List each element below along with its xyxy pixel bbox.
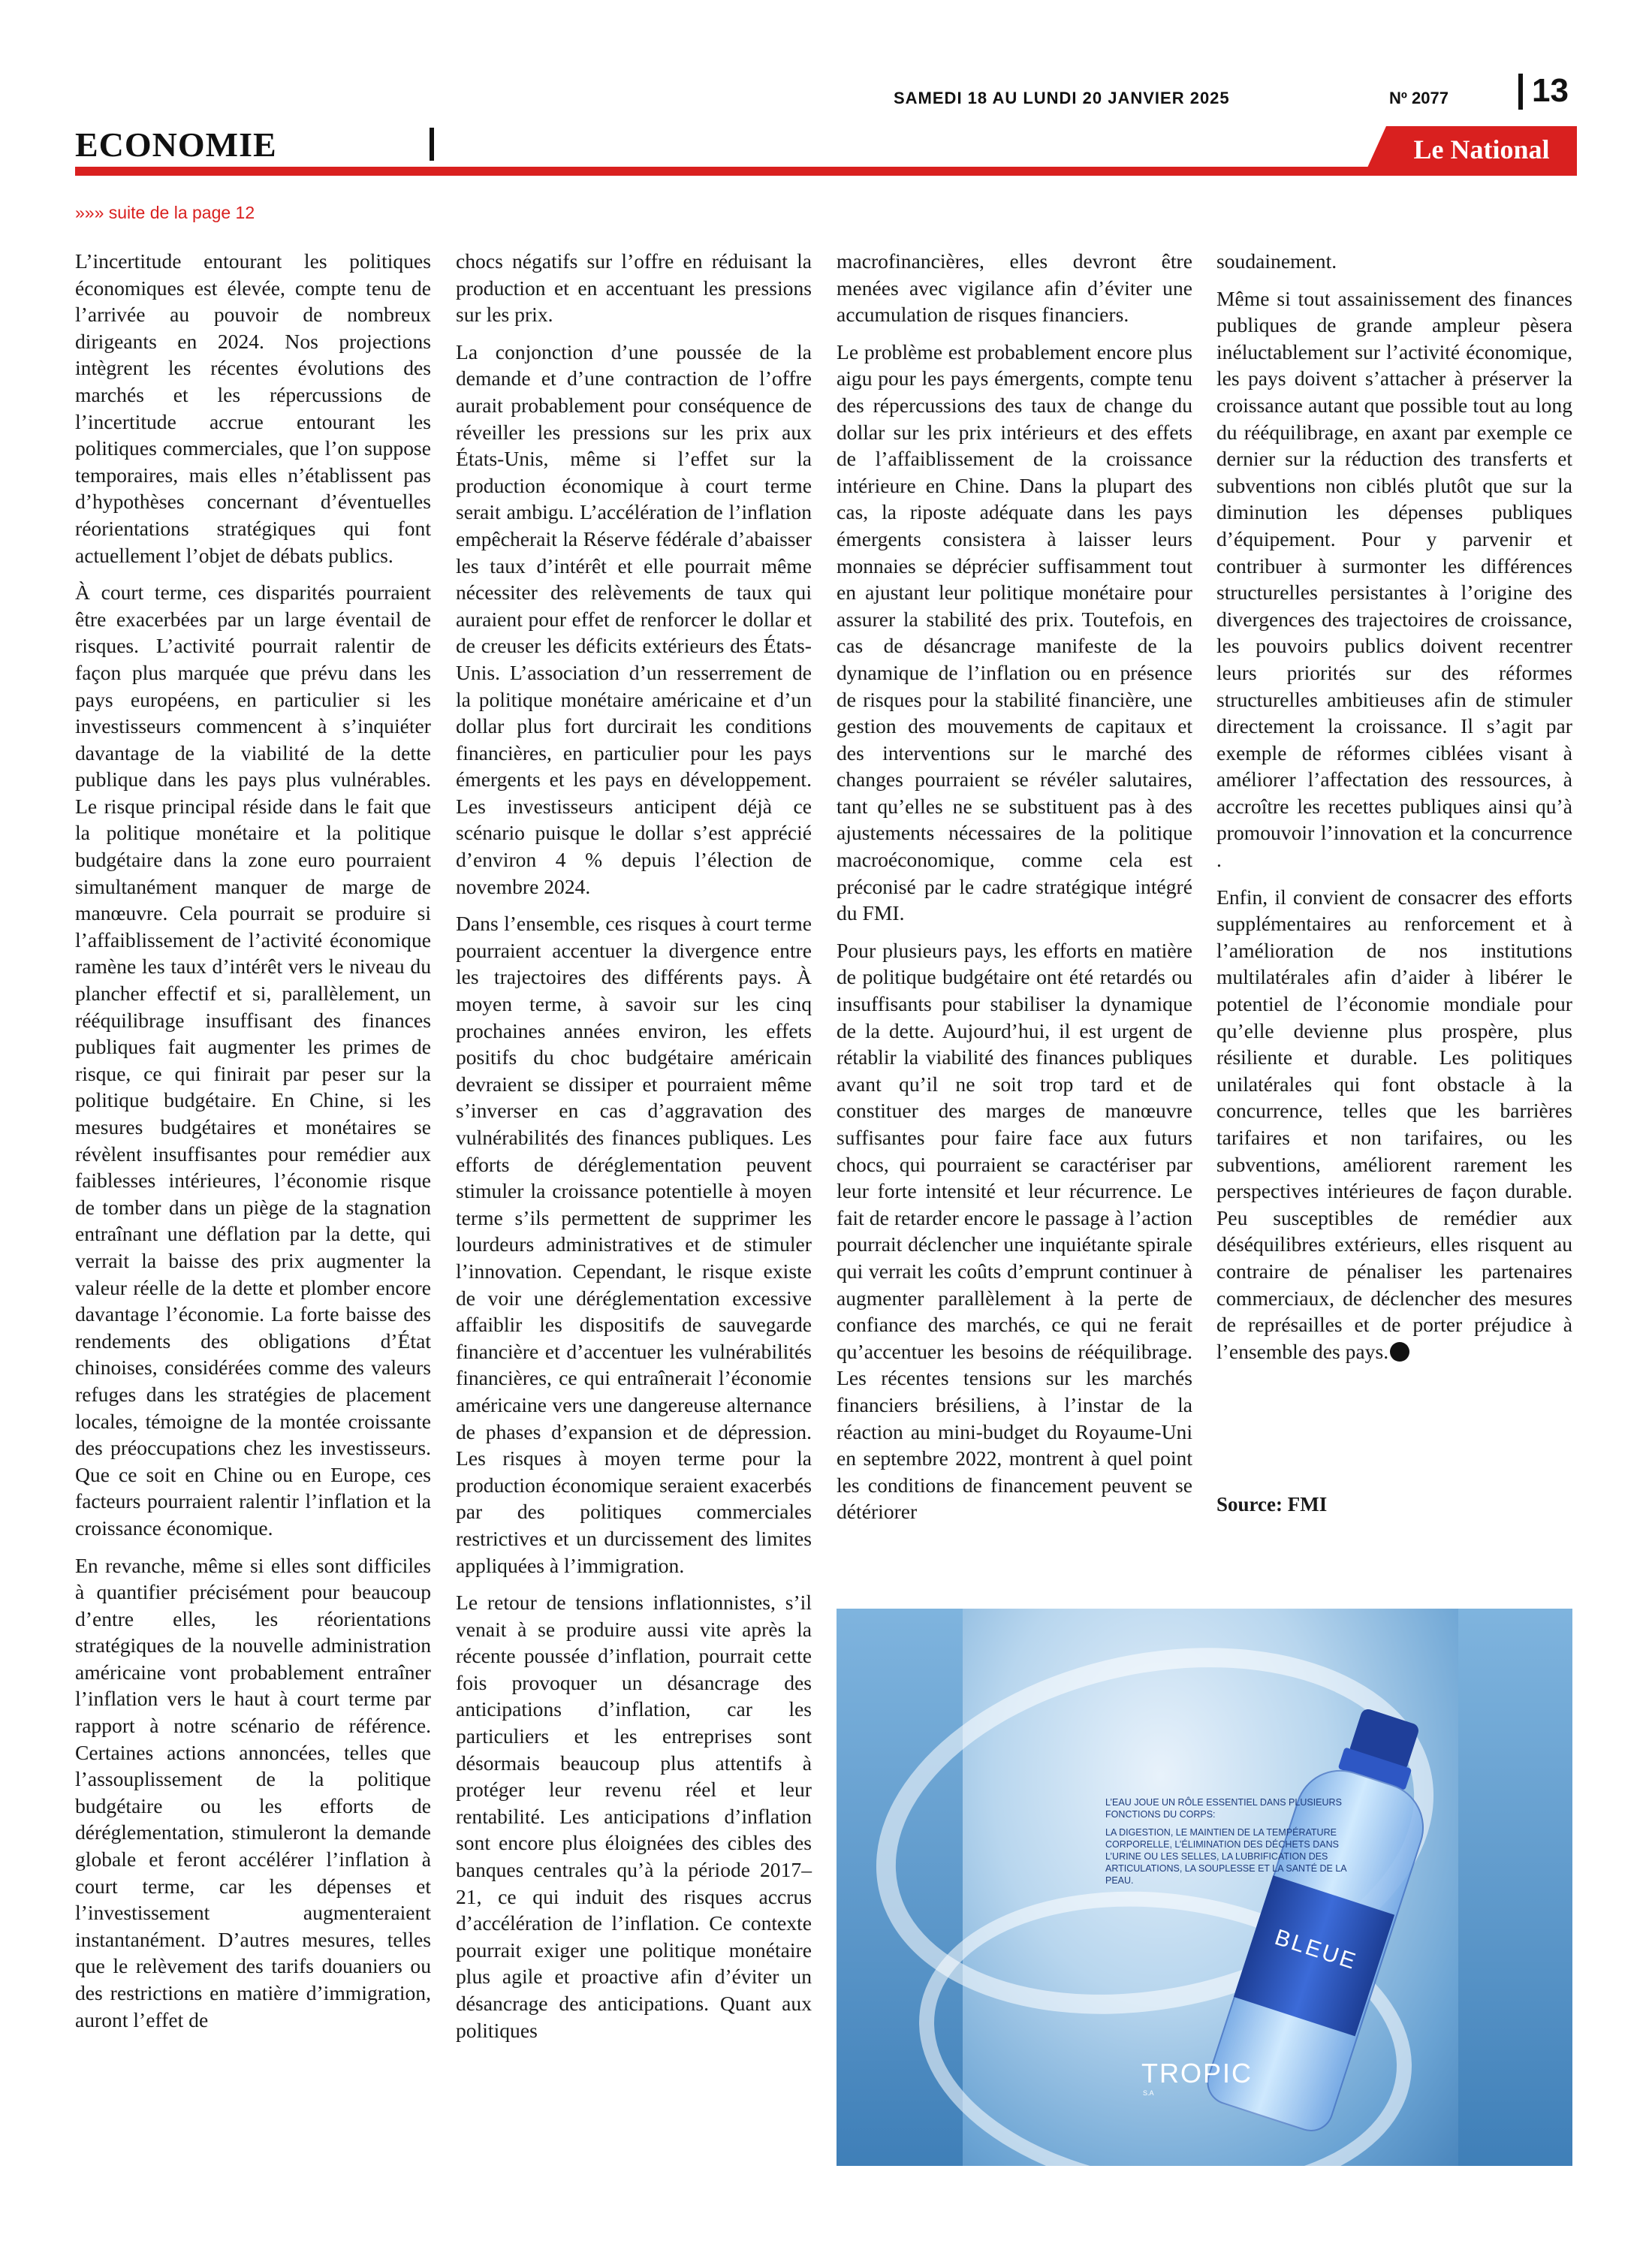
continued-from-link[interactable]: »»» suite de la page 12	[75, 203, 255, 222]
ad-copy	[1105, 1796, 1376, 1893]
article-end-icon	[1390, 1342, 1409, 1362]
article-column-2	[456, 248, 812, 2054]
page-number: 13	[1532, 72, 1569, 109]
paragraph: Le retour de tensions inflationnistes, s’il venait à se produire aussi vite après la récente poussée d’inflation, pourrait cette fois provoquer un désancrage des anticipations d’inflation, car les particuliers et les entreprises sont désormais beaucoup plus attentifs à protéger leur revenu réel et leur rentabilité. Les anticipations d’inflation sont encore plus éloignées des cibles des banques centrales qu’à la période 2017–21, ce qui induit des risques accrus d’accélération de l’inflation. Ce contexte pourrait exiger une politique monétaire plus agile et proactive afin d’éviter un désancrage des anticipations. Quant aux politiques	[456, 1591, 812, 2042]
paragraph: La conjonction d’une poussée de la demande et d’une contraction de l’offre aurait probablement pour conséquence de réveiller les pressions sur les prix aux États-Unis, même si l’effet sur la production économique à court terme serait ambigu. L’accélération de l’inflation empêcherait la Réserve fédérale d’abaisser les taux d’intérêt et elle pourrait même nécessiter des relèvements de taux qui auraient pour effet de renforcer le dollar et de creuser les déficits extérieurs des États-Unis. L’association d’un resserrement de la politique monétaire américaine et d’un dollar plus fort durcirait les conditions financières, en particulier pour les pays émergents et les pays en développement. Les investisseurs anticipent déjà ce scénario puisque le dollar s’est apprécié d’environ 4 % depuis l’élection de novembre 2024.	[456, 339, 812, 898]
paragraph: Dans l’ensemble, ces risques à court terme pourraient accentuer la divergence entre les trajectoires des différents pays. À moyen terme, à savoir sur les cinq prochaines années environ, les effets positifs du choc budgétaire américain devraient se dissiper et pourraient même s’inverser en cas d’aggravation des vulnérabilités des finances publiques. Les efforts de déréglementation peuvent stimuler la croissance potentielle à moyen terme s’ils permettent de supprimer les lourdeurs administratives et de stimuler l’innovation. Cependant, le risque existe de voir une déréglementation excessive affaiblir les dispositifs de sauvegarde financière et d’accentuer les vulnérabilités financières, ce qui entraînerait l’économie américaine vers une dangereuse alternance de phases d’expansion et de dépression. Les risques à moyen terme pour la production économique seraient exacerbés par des politiques commerciales restrictives et un durcissement des limites appliquées à l’immigration.	[456, 912, 812, 1577]
issue-number: Nº 2077	[1389, 89, 1449, 107]
article-column-1	[75, 248, 431, 2043]
paragraph: Même si tout assainissement des finances publiques de grande ampleur pèsera inéluctablement sur l’activité économique, les pays doivent s’attacher à préserver la croissance autant que possible tout au long du rééquilibrage, en axant par exemple ce dernier sur la réduction des transferts et subventions non ciblés plutôt que sur la diminution les dépenses publiques d’équipement. Pour y parvenir et contribuer à surmonter les différences structurelles persistantes à l’origine des divergences des trajectoires de croissance, les pouvoirs publics doivent recentrer leurs priorités sur des réformes structurelles ambitieuses afin de stimuler directement la croissance. Il s’agit par exemple de réformes ciblées visant à améliorer l’affectation des ressources, à accroître les recettes publiques ainsi qu’à promouvoir l’innovation et la concurrence .	[1216, 286, 1572, 872]
section-divider	[430, 128, 434, 161]
tropic-logo: TROPIC	[1141, 2058, 1253, 2089]
paragraph: soudainement.	[1216, 249, 1337, 273]
paragraph: Pour plusieurs pays, les efforts en matière de politique budgétaire ont été retardés ou insuffisants pour stabiliser la dynamique de la dette. Aujourd’hui, il est urgent de rétablir la viabilité des finances publiques avant qu’il ne soit trop tard et de constituer des marges de manœuvre suffisantes pour faire face aux futurs chocs, qui pourraient se caractériser par leur forte intensité et leur récurrence. Le fait de retarder encore le passage à l’action pourrait déclencher une inquiétante spirale qui verrait les coûts d’emprunt continuer à augmenter parallèlement à la perte de confiance des marchés, ce qui ne ferait qu’accentuer les besoins de rééquilibrage. Les récentes tensions sur les marchés financiers brésiliens, à l’instar de la réaction au mini-budget du Royaume-Uni en septembre 2022, montrent à quel point les conditions de financement peuvent se détériorer	[837, 938, 1192, 1524]
issue-date: SAMEDI 18 AU LUNDI 20 JANVIER 2025	[894, 89, 1230, 107]
paragraph: L’incertitude entourant les politiques économiques est élevée, compte tenu de l’arrivée au pouvoir de nombreux dirigeants en 2024. Nos projections intègrent les récentes évolutions des marchés et les répercussions de l’incertitude accrue entourant les politiques commerciales, que l’on suppose temporaires, mais elles n’établissent pas d’hypothèses concernant d’éventuelles réorientations stratégiques qui font actuellement l’objet de débats publics.	[75, 249, 431, 567]
ad-copy-line: L’EAU JOUE UN RÔLE ESSENTIEL DANS PLUSIEURS FONCTIONS DU CORPS:	[1105, 1797, 1342, 1820]
article-source: Source: FMI	[1216, 1493, 1328, 1516]
paragraph: À court terme, ces disparités pourraient être exacerbées par un large éventail de risques. L’activité pourrait ralentir de façon plus marquée que prévu dans les pays européens, en particulier si les investisseurs commencent à s’inquiéter davantage de la viabilité de la dette publique dans les pays plus vulnérables. Le risque principal réside dans le fait que la politique monétaire et la politique budgétaire dans la zone euro pourraient simultanément manquer de marge de manœuvre. Cela pourrait se produire si l’affaiblissement de l’activité économique ramène les taux d’intérêt vers le niveau du plancher effectif et si, parallèlement, un rééquilibrage insuffisant des finances publiques fait augmenter les primes de risque, ce qui finirait par peser sur la politique budgétaire. En Chine, si les mesures budgétaires et monétaires se révèlent insuffisantes pour remédier aux faiblesses intérieures, l’économie risque de tomber dans un piège de la stagnation entraînant une déflation par la dette, qui verrait la baisse des prix augmenter la valeur réelle de la dette et plomber encore davantage l’économie. La forte baisse des rendements des obligations d’État chinoises, considérées comme des valeurs refuges dans les stratégies de placement locales, témoigne de la montée croissante des préoccupations chez les investisseurs. Que ce soit en Chine ou en Europe, ces facteurs pourraient ralentir l’inflation et la croissance économique.	[75, 581, 431, 1540]
section-title: ECONOMIE	[75, 125, 277, 164]
paragraph: chocs négatifs sur l’offre en réduisant la production et en accentuant les pressions sur les prix.	[456, 249, 812, 327]
paragraph-text: Enfin, il convient de consacrer des efforts supplémentaires au renforcement et à l’amélioration de nos institutions multilatérales afin d’aider à libérer le potentiel de l’économie mondiale pour qu’elle devienne plus prospère, plus résiliente et durable. Les politiques unilatérales qui font obstacle à la concurrence, telles que les barrières tarifaires et non tarifaires, ou les subventions, améliorent rarement les perspectives intérieures de façon durable. Peu susceptibles de remédier aux déséquilibres extérieurs, elles risquent au contraire de pénaliser les partenaires commerciaux, de déclencher des mesures de représailles et de porter préjudice à l’ensemble des pays.	[1216, 885, 1572, 1363]
article-column-3	[837, 248, 1192, 1603]
ad-panel	[963, 1609, 1458, 2166]
ad-copy-line: LA DIGESTION, LE MAINTIEN DE LA TEMPÉRATURE CORPORELLE, L’ÉLIMINATION DES DÉCHETS DANS L’URINE OU LES SELLES, LA LUBRIFICATION DES ARTICULATIONS, LA SOUPLESSE ET LA SANTÉ DE LA PEAU.	[1105, 1827, 1346, 1886]
paragraph: Le problème est probablement encore plus aigu pour les pays émergents, compte tenu des répercussions des taux de change du dollar sur les prix intérieurs et des effets de l’affaiblissement de la croissance intérieure en Chine. Dans la plupart des cas, la riposte adéquate dans les pays émergents consistera à laisser leurs monnaies se déprécier suffisamment tout en ajustant leur politique monétaire pour assurer la stabilité des prix. Toutefois, en cas de désancrage manifeste de la dynamique de l’inflation ou en présence de risques pour la stabilité financière, une gestion des mouvements de capitaux et des interventions sur le marché des changes pourraient se révéler salutaires, tant qu’elles ne se substituent pas à des ajustements nécessaires de la politique macroéconomique, comme cela est préconisé par le cadre stratégique intégré du FMI.	[837, 339, 1192, 925]
paragraph: En revanche, même si elles sont difficiles à quantifier précisément pour beaucoup d’entre elles, les réorientations stratégiques de la nouvelle administration américaine vont probablement entraîner l’inflation vers le haut à court terme par rapport à notre scénario de référence. Certaines actions annoncées, telles que l’assouplissement de la politique budgétaire ou les efforts de déréglementation, stimuleront la demande globale et feront accélérer l’inflation à court terme, car les dépenses et l’investissement augmenteraient instantanément. D’autres mesures, telles que le relèvement des tarifs douaniers ou des restrictions en matière d’immigration, auront l’effet de	[75, 1553, 431, 2031]
header-rule	[75, 167, 1577, 176]
tropic-logo-suffix: S.A	[1143, 2089, 1154, 2097]
bottle-brand-text: BLEUE	[1271, 1925, 1361, 1975]
paragraph: macrofinancières, elles devront être menées avec vigilance afin d’éviter une accumulation de risques financiers.	[837, 249, 1192, 327]
article-column-4	[1216, 248, 1572, 1375]
paragraph	[1216, 884, 1572, 1365]
newspaper-brand: Le National	[1413, 134, 1550, 164]
advertisement[interactable]	[837, 1609, 1572, 2166]
page-number-divider	[1518, 74, 1523, 110]
